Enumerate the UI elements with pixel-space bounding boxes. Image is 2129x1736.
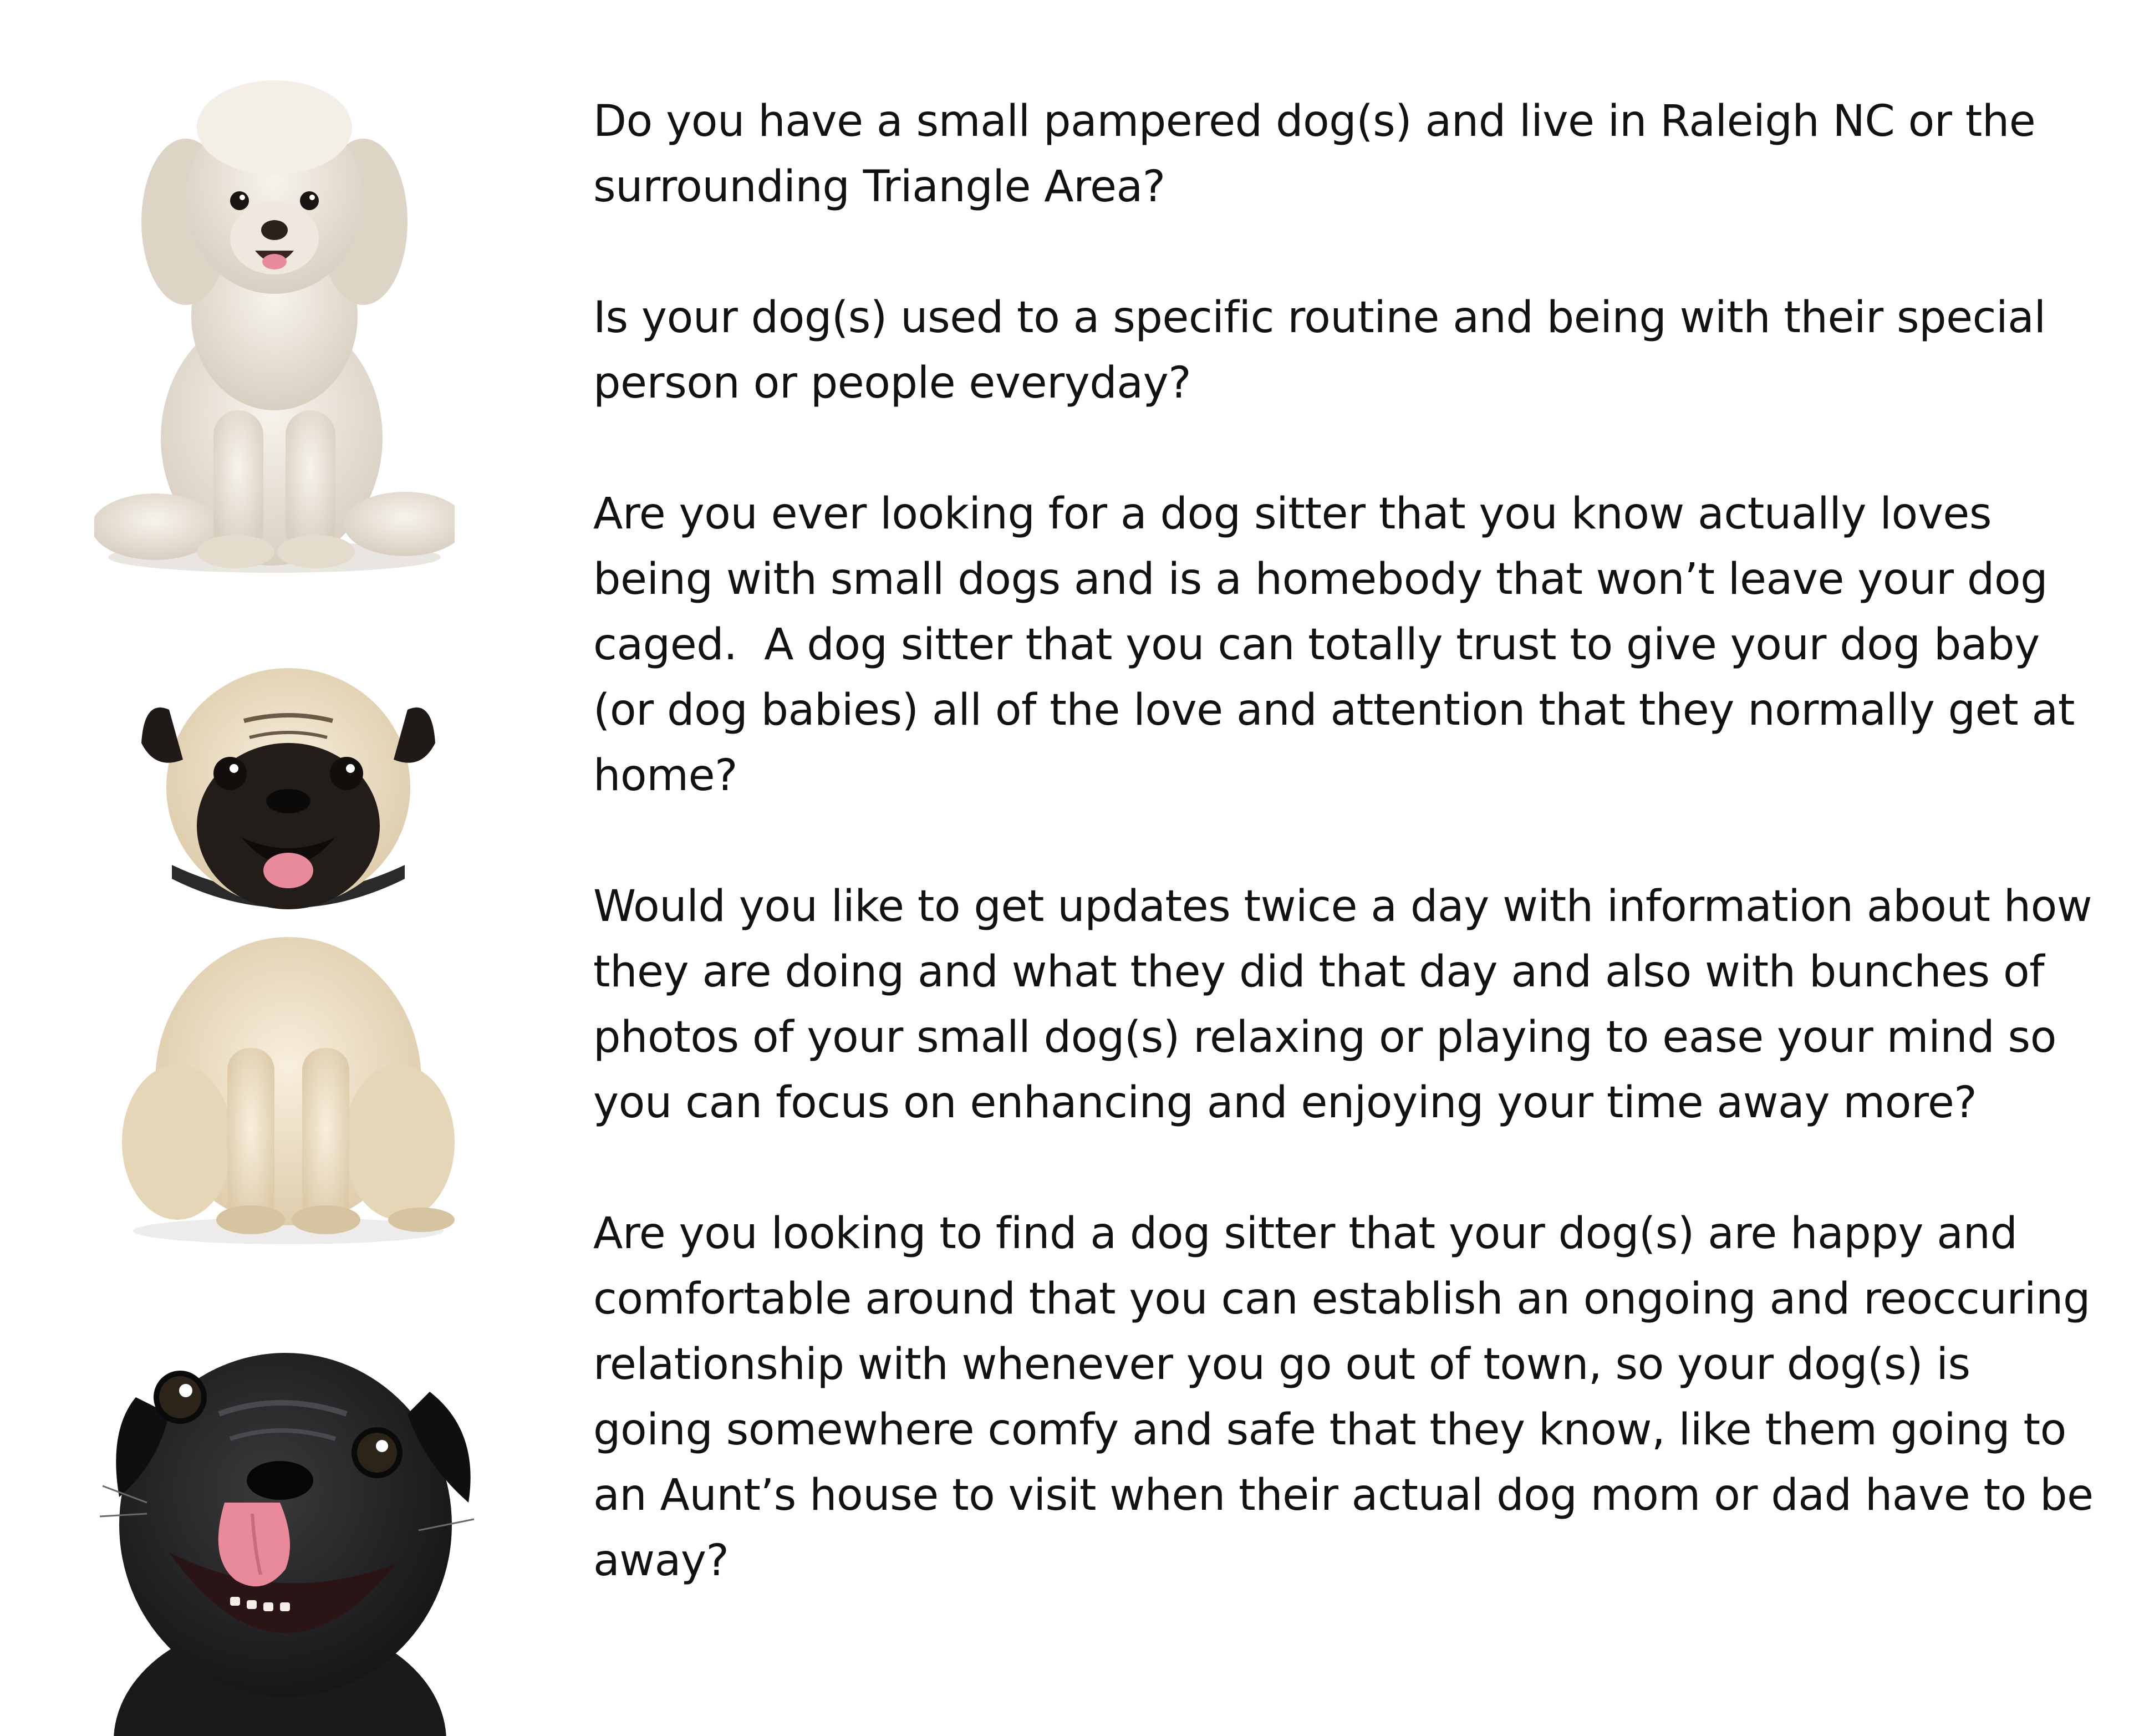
paragraph-sitter-trust-question: Are you ever looking for a dog sitter that you know actually loves being with small dogs and is a homebody that won’t leave your dog caged. A dog sitter that you can totally trust to give your dog baby (or dog babies) all of the love and attention that they normally get at home?: [593, 489, 2089, 801]
black-pug-image: [97, 1320, 496, 1736]
intro-text-column: [593, 89, 2107, 1659]
paragraph-routine-question: Is your dog(s) used to a specific routine and being with their special person or people everyday?: [593, 293, 2059, 408]
paragraph-location-question: Do you have a small pampered dog(s) and live in Raleigh NC or the surrounding Triangle Area?: [593, 96, 2049, 212]
poodle-icon: [94, 55, 455, 582]
white-poodle-image: [94, 55, 455, 582]
paragraph-updates-question: Would you like to get updates twice a day with information about how they are doing and what they did that day and also with bunches of photos of your small dog(s) relaxing or playing to ease your mind so you can focus on enhancing and enjoying your time away more?: [593, 882, 2106, 1128]
black-pug-icon: [97, 1320, 496, 1736]
paragraph-ongoing-relationship-question: Are you looking to find a dog sitter that your dog(s) are happy and comfortable around that you can establish an ongoing and reoccuring relationship with whenever you go out of town, so your dog(s) is going somewhere comfy and safe that they know, like them going to an Aunt’s house to visit when their actual dog mom or dad have to be away?: [593, 1209, 2107, 1586]
fawn-pug-image: [111, 660, 466, 1248]
fawn-pug-icon: [111, 660, 466, 1248]
